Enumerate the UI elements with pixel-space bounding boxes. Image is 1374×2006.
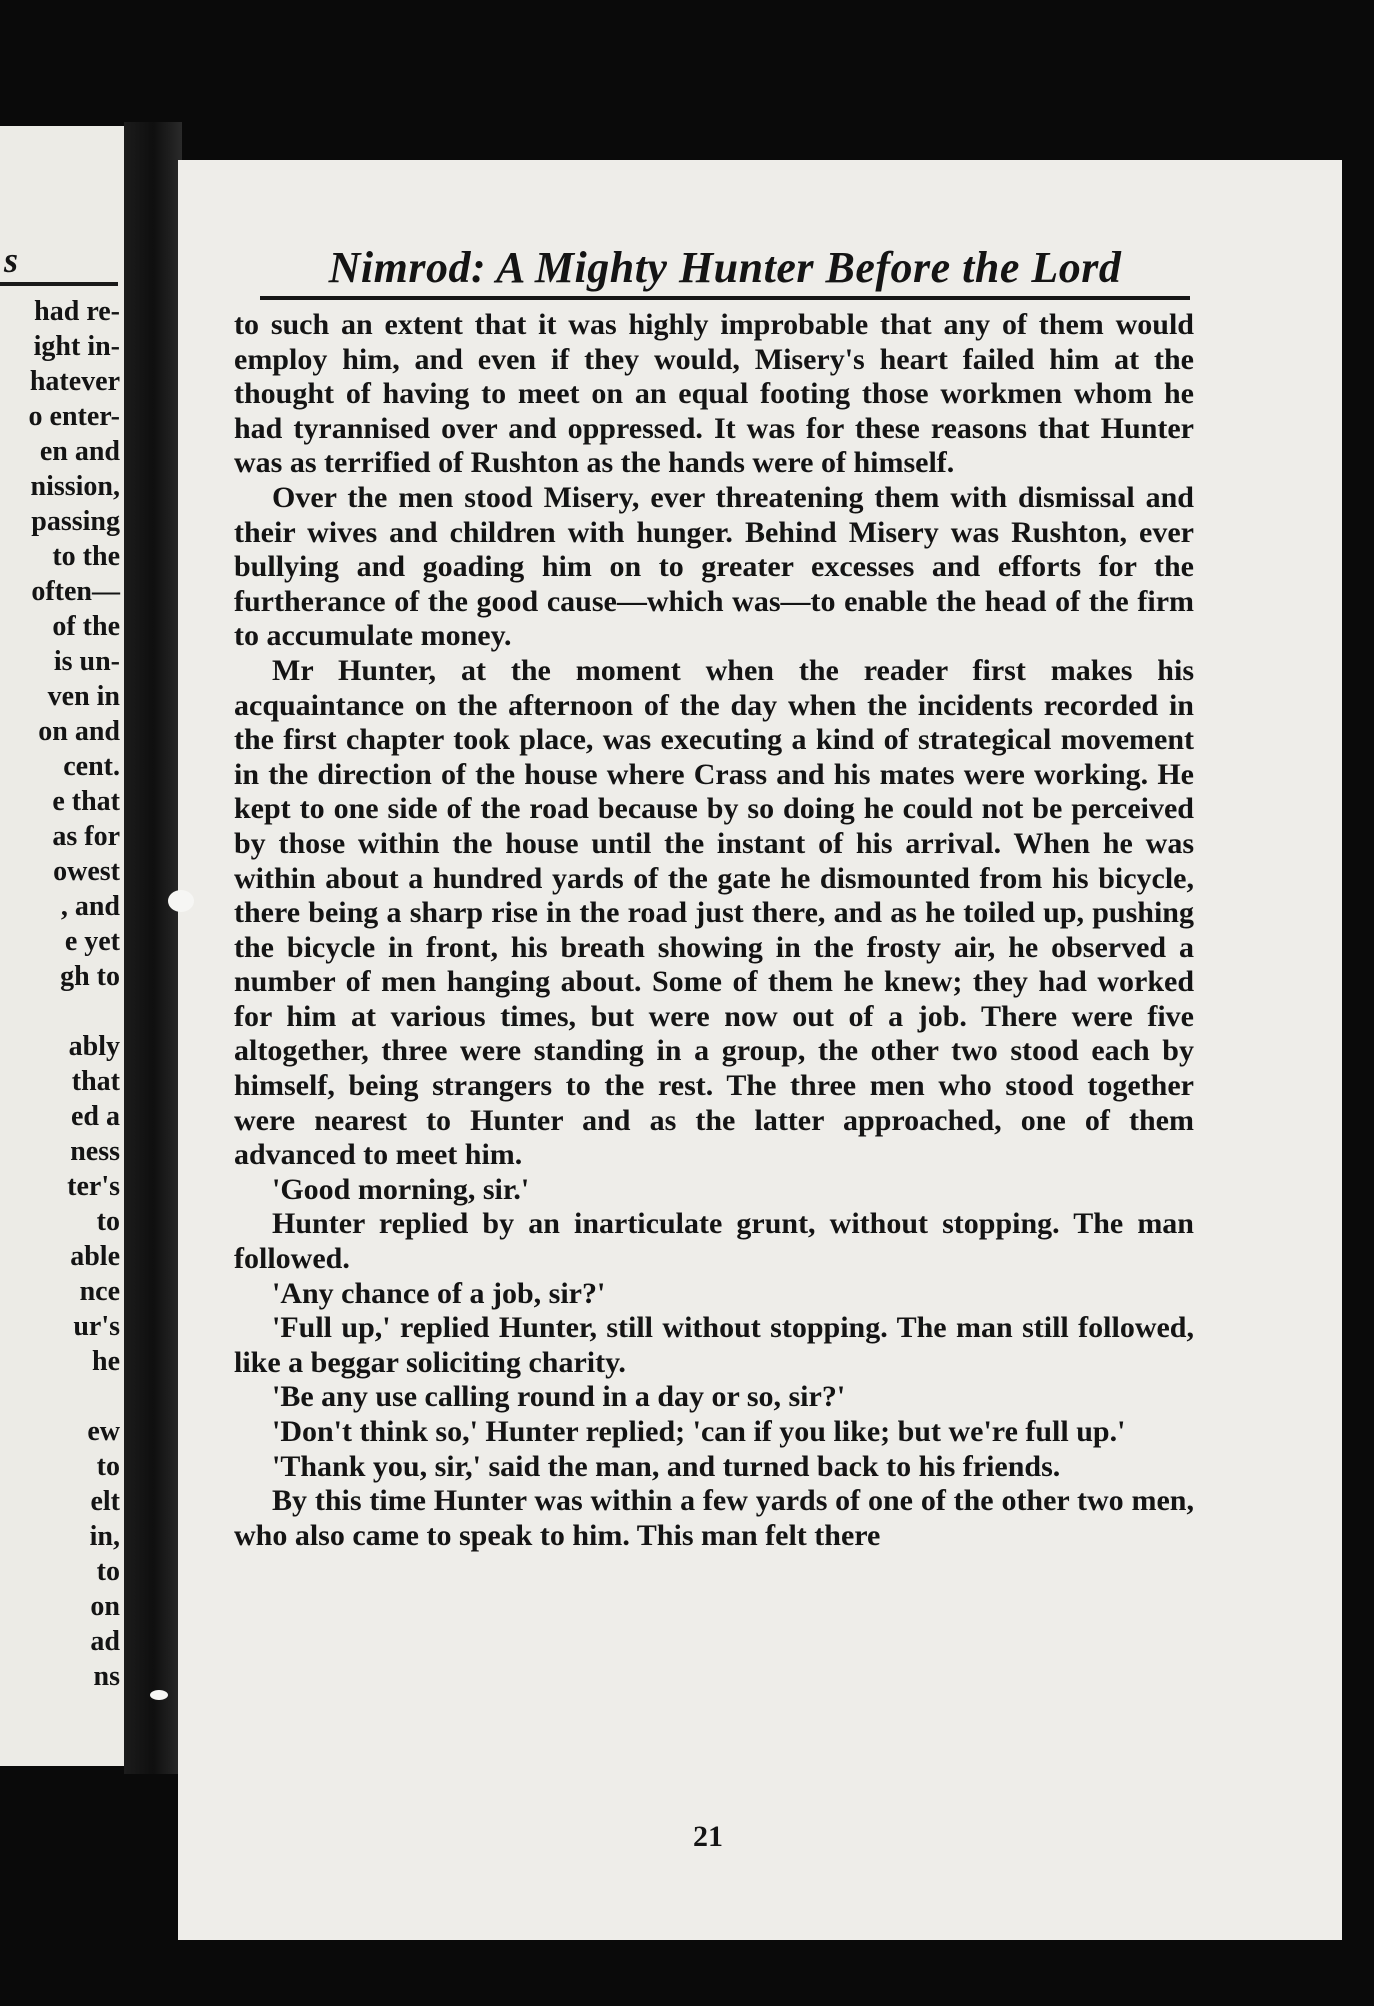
text-fragment: nission,	[30, 471, 120, 502]
paragraph: Over the men stood Misery, ever threatening them with dismissal and their wives and children with hunger. Behind Misery was Rushton, ever bullying and goading him on to greater excesses and efforts for the furtherance of the good cause—which was—to enable the head of the firm to accumulate money.	[234, 480, 1194, 653]
paragraph: to such an extent that it was highly improbable that any of them would employ him, and even if they would, Misery's heart failed him at the thought of having to meet on an equal footing those workmen whom he had tyrannised over and oppressed. It was for these reasons that Hunter was as terrified of Rushton as the hands were of himself.	[234, 308, 1194, 480]
text-fragment: elt	[90, 1486, 120, 1517]
facing-page-heading-fragment: s	[0, 238, 118, 286]
text-fragment: ness	[70, 1136, 120, 1167]
text-fragment: in,	[89, 1521, 120, 1552]
text-fragment: o enter-	[28, 401, 120, 432]
body-text	[234, 308, 1194, 1553]
text-fragment: ven in	[47, 681, 120, 712]
text-fragment: to the	[52, 541, 120, 572]
paper-damage-speck	[150, 1690, 168, 1700]
paragraph: By this time Hunter was within a few yards of one of the other two men, who also came to speak to him. This man felt there	[234, 1484, 1194, 1552]
book-gutter	[124, 122, 182, 1774]
text-fragment: to	[96, 1206, 120, 1237]
text-fragment: to	[96, 1556, 120, 1587]
text-fragment: ight in-	[33, 331, 120, 362]
running-head: Nimrod: A Mighty Hunter Before the Lord	[260, 240, 1190, 300]
text-fragment: , and	[60, 891, 120, 922]
text-fragment: is un-	[53, 646, 120, 677]
text-fragment: that	[71, 1066, 120, 1097]
text-fragment: ed a	[71, 1101, 120, 1132]
facing-page-text-fragments	[29, 294, 120, 1694]
paragraph: Hunter replied by an inarticulate grunt, without stopping. The man followed.	[234, 1207, 1194, 1276]
text-fragment: he	[92, 1346, 120, 1377]
text-fragment: gh to	[60, 961, 120, 992]
text-fragment: on and	[38, 716, 120, 747]
paper-damage-speck	[168, 890, 194, 912]
text-fragment: ably	[68, 1031, 120, 1062]
dialogue-line: 'Full up,' replied Hunter, still without stopping. The man still followed, like a beggar soliciting charity.	[234, 1311, 1194, 1379]
text-fragment: had re-	[34, 296, 120, 327]
line-gap	[29, 994, 120, 1029]
dialogue-line: 'Thank you, sir,' said the man, and turned back to his friends.	[272, 1449, 1061, 1483]
text-fragment: ad	[90, 1626, 120, 1657]
text-fragment: on	[90, 1591, 120, 1622]
text-fragment: owest	[53, 856, 120, 887]
dialogue-line: 'Be any use calling round in a day or so, sir?'	[272, 1380, 846, 1414]
text-fragment: hatever	[29, 366, 120, 397]
text-fragment: cent.	[63, 751, 120, 782]
text-fragment: e that	[52, 786, 120, 817]
page-number: 21	[693, 1820, 723, 1853]
dialogue-line: 'Good morning, sir.'	[272, 1172, 530, 1206]
text-fragment: ur's	[73, 1311, 120, 1342]
text-fragment: often—	[31, 576, 120, 607]
text-fragment: able	[70, 1241, 120, 1272]
text-fragment: of the	[52, 611, 120, 642]
text-fragment: en and	[39, 436, 120, 467]
text-fragment: to	[96, 1451, 120, 1482]
text-fragment: passing	[31, 506, 120, 537]
text-fragment: ew	[87, 1416, 120, 1447]
text-fragment: ns	[93, 1661, 120, 1692]
main-page	[178, 160, 1342, 1940]
line-gap	[29, 1379, 120, 1414]
dialogue-line: 'Any chance of a job, sir?'	[272, 1276, 606, 1310]
text-fragment: nce	[79, 1276, 120, 1307]
text-fragment: ter's	[67, 1171, 120, 1202]
text-fragment: as for	[52, 821, 120, 852]
paragraph: Mr Hunter, at the moment when the reader first makes his acquaintance on the afternoon of the day when the incidents recorded in the first chapter took place, was executing a kind of strategical movement in the direction of the house where Crass and his mates were working. He kept to one side of the road because by so doing he could not be perceived by those within the house until the instant of his arrival. When he was within about a hundred yards of the gate he dismounted from his bicycle, there being a sharp rise in the road just there, and as he toiled up, pushing the bicycle in front, his breath showing in the frosty air, he observed a number of men hanging about. Some of them he knew; they had worked for him at various times, but were now out of a job. There were five altogether, three were standing in a group, the other two stood each by himself, being strangers to the rest. The three men who stood together were nearest to Hunter and as the latter approached, one of them advanced to meet him.	[234, 653, 1194, 1172]
dialogue-line: 'Don't think so,' Hunter replied; 'can if you like; but we're full up.'	[272, 1415, 1126, 1448]
text-fragment: e yet	[64, 926, 120, 957]
